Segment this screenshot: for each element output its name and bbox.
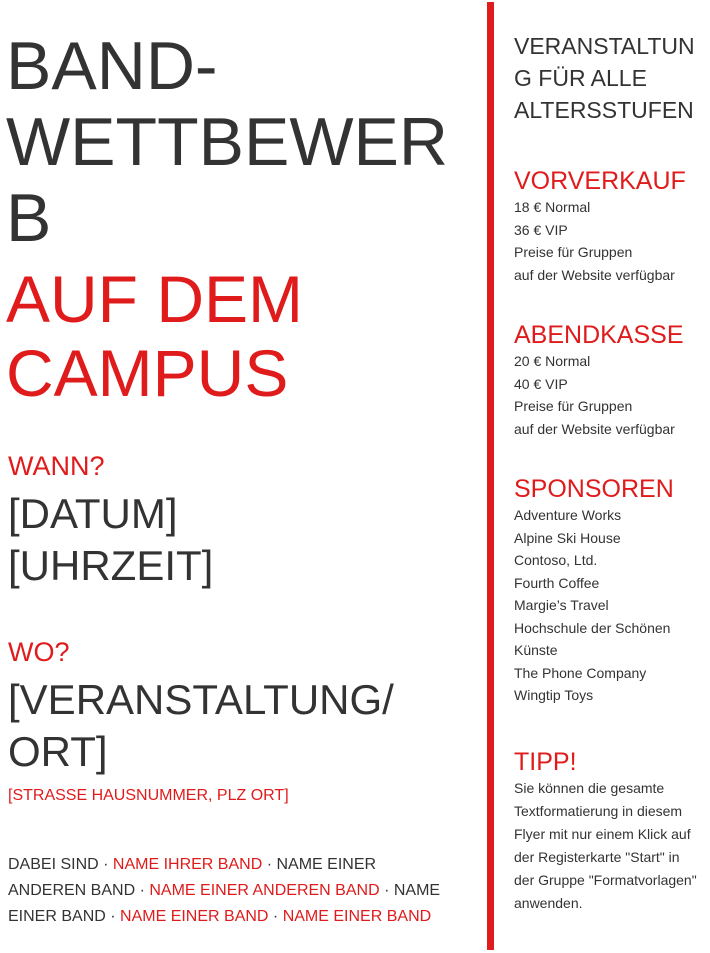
tip-line: der Registerkarte "Start" in [514, 848, 680, 865]
sponsor-item: Adventure Works [514, 507, 622, 523]
age-notice [514, 30, 710, 126]
where-label: WO? [8, 637, 70, 667]
price-line: auf der Website verfügbar [514, 420, 675, 437]
flyer-subtitle [6, 262, 476, 410]
age-notice-line: ALTERSSTUFEN [514, 97, 694, 123]
event-date: [DATUM] [8, 490, 178, 537]
sponsor-item: Margie’s Travel [514, 597, 609, 613]
price-line: 36 € VIP [514, 221, 568, 238]
venue-address: [STRASSE HAUSNUMMER, PLZ ORT] [8, 787, 289, 804]
price-line: 40 € VIP [514, 375, 568, 392]
sponsors-list [514, 504, 710, 707]
separator: · [262, 856, 277, 873]
sponsor-item: Wingtip Toys [514, 687, 594, 703]
sponsor-item: The Phone Company [514, 664, 647, 681]
subtitle-line: AUF DEM [6, 262, 303, 336]
title-line: WETTBEWER [6, 104, 448, 180]
accent-divider [487, 2, 494, 950]
presale-heading: VORVERKAUF [514, 167, 686, 195]
lineup-intro: DABEI SIND · [8, 856, 113, 873]
band-lineup [6, 852, 446, 930]
tip-line: Textformatierung in diesem [514, 802, 683, 819]
subtitle-line: CAMPUS [6, 336, 289, 410]
sponsor-item: Contoso, Ltd. [514, 552, 598, 568]
separator: · [268, 908, 283, 925]
tip-line: Sie können die gesamte [514, 779, 665, 796]
band-name: NAME EINER BAND [8, 882, 441, 925]
title-line: B [6, 180, 52, 256]
title-line: BAND- [6, 28, 218, 104]
tip-heading: TIPP! [514, 747, 577, 776]
presale-list [514, 196, 710, 286]
tip-line: anwenden. [514, 894, 583, 911]
sponsor-item: Alpine Ski House [514, 529, 621, 546]
tip-text [514, 777, 710, 915]
price-line: auf der Website verfügbar [514, 266, 675, 283]
sponsor-item: Hochschule der Schönen [514, 619, 671, 636]
price-line: 20 € Normal [514, 353, 591, 369]
sponsor-item: Künste [514, 642, 558, 658]
age-notice-line: VERANSTALTUN [514, 33, 695, 59]
when-label: WANN? [8, 451, 105, 481]
price-line: 18 € Normal [514, 199, 591, 215]
separator: · [135, 882, 150, 899]
tip-line: Flyer mit nur einem Klick auf [514, 825, 691, 842]
band-name: NAME EINER BAND [282, 908, 432, 925]
price-line: Preise für Gruppen [514, 244, 633, 260]
band-name: NAME IHRER BAND [112, 856, 263, 873]
band-name: NAME EINER BAND [120, 908, 269, 925]
box-office-list [514, 350, 710, 440]
main-column [6, 28, 476, 930]
age-notice-line: G FÜR ALLE [514, 65, 647, 91]
tip-line: der Gruppe "Formatvorlagen" [514, 871, 697, 888]
sponsor-item: Fourth Coffee [514, 574, 600, 591]
separator: · [379, 882, 394, 899]
band-name: NAME EINER ANDEREN BAND [8, 856, 377, 899]
event-time: [UHRZEIT] [8, 542, 214, 589]
venue-line: ORT] [8, 728, 108, 775]
separator: · [105, 908, 121, 925]
box-office-heading: ABENDKASSE [514, 321, 684, 349]
flyer-title [6, 28, 476, 256]
band-name: NAME EINER ANDEREN BAND [149, 882, 380, 899]
sponsors-heading: SPONSOREN [514, 475, 674, 503]
price-line: Preise für Gruppen [514, 398, 633, 414]
info-sidebar [514, 30, 710, 915]
venue-line: [VERANSTALTUNG/ [8, 676, 394, 723]
